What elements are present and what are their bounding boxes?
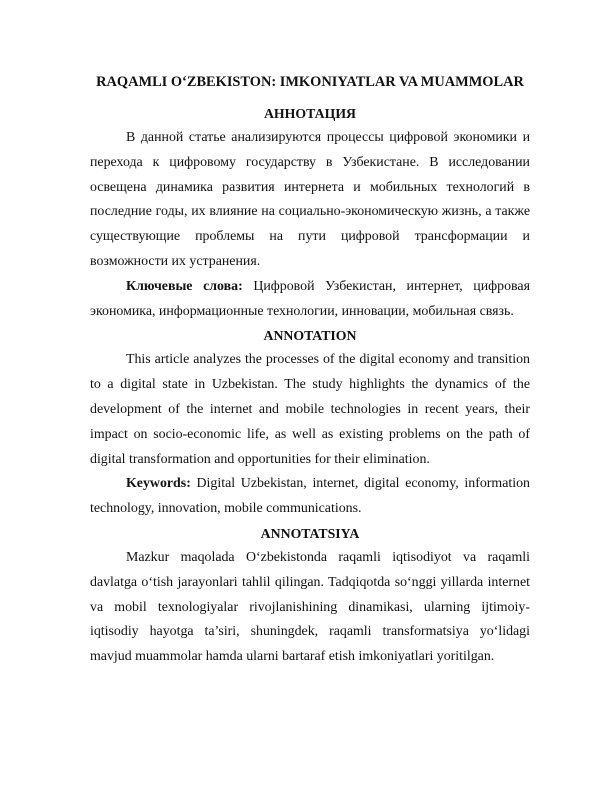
section-heading-uz: ANNOTATSIYA: [260, 525, 360, 541]
abstract-body-en: This article analyzes the processes of the digital economy and transition to a digital state in Uzbekistan. The study highlights the dynamics of the development of the internet and mobile technologies in recent years, their impact on socio-economic life, as well as existing problems on the path of digital transformation and opportunities for their elimination.: [90, 352, 530, 467]
section-heading-ru: АННОТАЦИЯ: [263, 106, 357, 121]
abstract-body-uz: Mazkur maqolada O‘zbekistonda raqamli iqtisodiyot va raqamli davlatga o‘tish jarayonlari tahlil qilingan. Tadqiqotda so‘nggi yillarda internet va mobil texnologiyalar rivojlanishining dinamikasi, ularning ijtimoiy-iqtisodiy hayotga ta’siri, shuningdek, raqamli transformatsiya yo‘lidagi mavjud muammolar hamda ularni bartaraf etish imkoniyatlari yoritilgan.: [90, 549, 530, 665]
keywords-label-ru: Ключевые слова:: [126, 278, 243, 294]
document-content: [90, 70, 530, 670]
keywords-text-ru: Цифровой Узбекистан, интернет, цифровая экономика, информационные технологии, инновации, мобильная связь.: [90, 278, 530, 319]
keywords-en: [90, 472, 530, 522]
keywords-label-en: Keywords:: [126, 476, 191, 492]
paper-title: RAQAMLI O‘ZBEKISTON: IMKONIYATLAR VA MUAMMOLAR: [96, 74, 524, 90]
keywords-ru: [90, 275, 530, 325]
abstract-body-ru: В данной статье анализируются процессы цифровой экономики и перехода к цифровому государству в Узбекистане. В исследовании освещена динамика развития интернета и мобильных технологий в последние годы, их влияние на социально-экономическую жизнь, а также существующие проблемы на пути цифровой трансформации и возможности их устранения.: [90, 130, 530, 269]
section-heading-en: ANNOTATION: [263, 328, 357, 344]
keywords-text-en: Digital Uzbekistan, internet, digital economy, information technology, innovation, mobile communications.: [90, 476, 530, 517]
